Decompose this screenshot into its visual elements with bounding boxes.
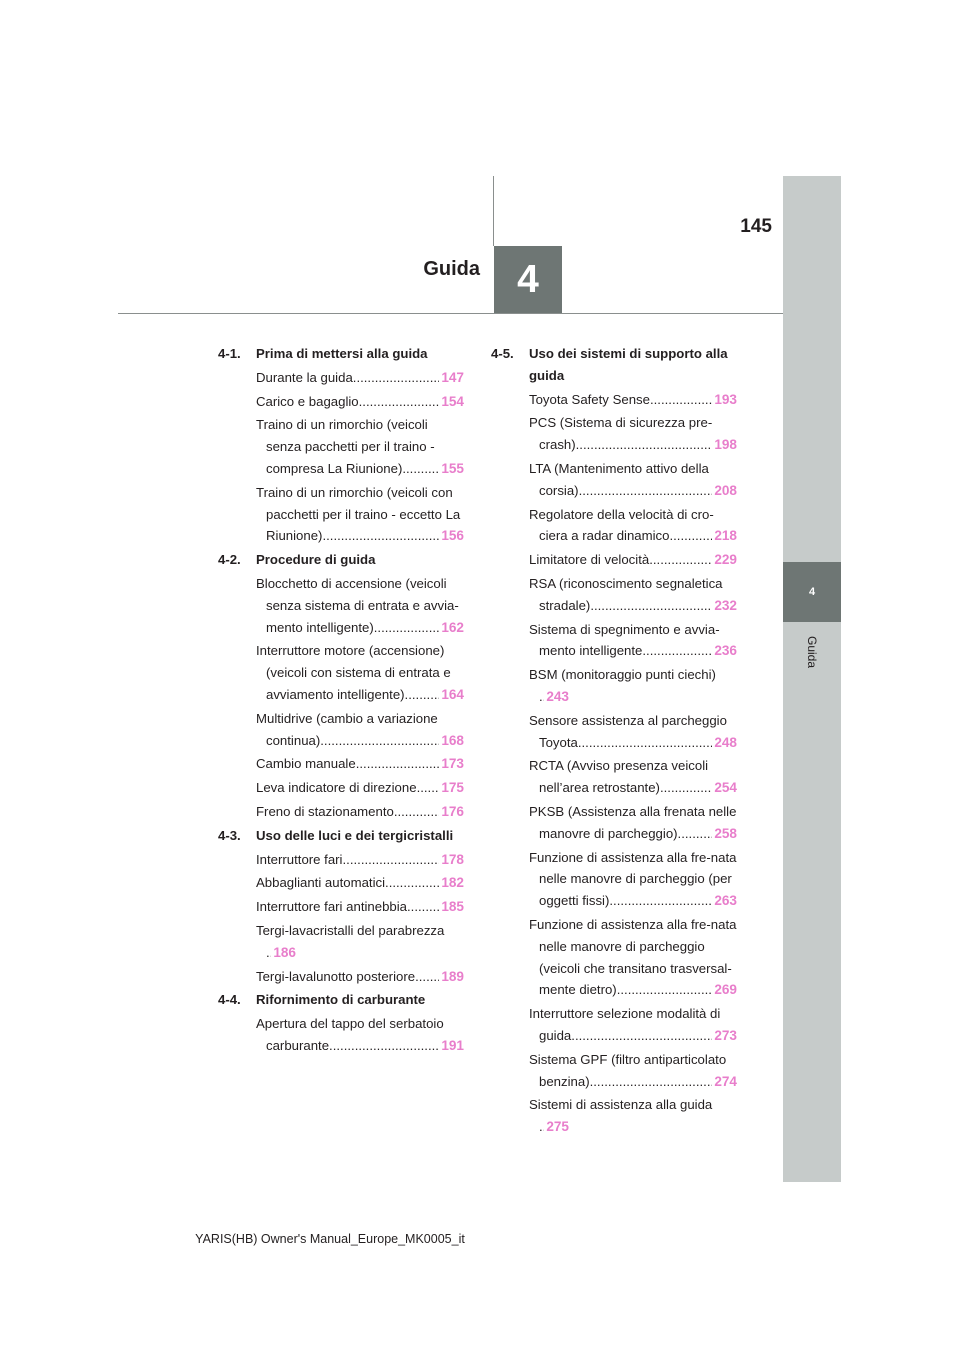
dot-leader [578,732,712,754]
toc-page-link[interactable]: 173 [441,756,464,772]
toc-page-link[interactable]: 275 [546,1119,569,1135]
toc-page-link[interactable]: 156 [441,528,464,544]
dot-leader [402,458,439,480]
toc-page-link[interactable]: 186 [273,944,296,960]
toc-entry[interactable] [529,458,739,502]
toc-entry[interactable] [256,966,466,988]
toc-entry-text[interactable]: Apertura del tappo del serbatoio carburante [256,1016,444,1053]
dot-leader [394,801,440,823]
dot-leader [590,595,712,617]
toc-entry[interactable] [529,1094,739,1138]
toc-entry[interactable] [256,414,466,479]
toc-entry-text[interactable]: Cambio manuale [256,756,356,772]
dot-leader [329,1035,439,1057]
toc-entry[interactable] [529,504,739,548]
toc-section-title: Uso delle luci e dei tergicristalli [256,827,454,843]
dot-leader [322,525,439,547]
dot-leader [650,389,712,411]
toc-entry-leader [579,480,737,502]
toc-entry-text[interactable]: Tergi-lavacristalli del parabrezza [256,922,445,938]
toc-entry-leader [266,942,296,964]
toc-page-link[interactable]: 269 [714,982,737,998]
toc-page-link[interactable]: 164 [441,686,464,702]
toc-entry-leader [539,686,569,708]
toc-section [218,343,466,365]
toc-entry-leader [329,1035,464,1057]
toc-entry[interactable] [256,708,466,752]
toc-page-link[interactable]: 229 [714,552,737,568]
toc-page-link[interactable]: 232 [714,597,737,613]
toc-page-link[interactable]: 178 [441,851,464,867]
toc-entry-leader [320,730,464,752]
toc-page-link[interactable]: 274 [714,1073,737,1089]
toc-entry[interactable] [529,664,739,708]
toc-entry[interactable] [256,920,466,964]
toc-entry[interactable] [256,391,466,413]
toc-entry[interactable] [529,710,739,754]
toc-entry-text[interactable]: Tergi-lavalunotto posteriore [256,968,416,984]
chapter-title: Guida [423,258,480,280]
toc-entry-text[interactable]: Regolatore della velocità di cro-ciera a radar dinamico [529,506,714,544]
toc-entry-text[interactable]: Interruttore fari antinebbia [256,899,408,915]
dot-leader [678,823,713,845]
toc-entry-leader [571,1025,737,1047]
toc-page-link[interactable]: 208 [714,482,737,498]
toc-entry[interactable] [256,777,466,799]
toc-entry[interactable] [529,412,739,456]
toc-entry-leader [405,684,464,706]
toc-page-link[interactable]: 243 [546,688,569,704]
toc-entry-leader [322,525,464,547]
toc-page-link[interactable]: 273 [714,1027,737,1043]
toc-entry[interactable] [256,1013,466,1057]
toc-entry-text[interactable]: Durante la guida [256,369,353,385]
toc-section [218,825,466,847]
toc-entry[interactable] [256,573,466,638]
toc-entry[interactable] [529,549,739,571]
toc-section-number: 4-5. [491,346,514,361]
toc-entry-leader [578,732,737,754]
chapter-number-block: 4 [494,246,562,314]
toc-entry[interactable] [256,367,466,389]
dot-leader [590,1071,713,1093]
dot-leader [353,367,440,389]
toc-page-link[interactable]: 154 [441,393,464,409]
toc-entry-leader [678,823,737,845]
toc-entry[interactable] [256,872,466,894]
toc-entry-text[interactable]: PKSB (Assistenza alla frenata nelle manovre di parcheggio) [529,803,737,841]
toc-entry-text[interactable]: Toyota Safety Sense [529,391,650,407]
toc-entry-text[interactable]: PCS (Sistema di sicurezza pre-crash) [529,415,713,453]
toc-page-link[interactable]: 175 [441,780,464,796]
toc-entry-leader [609,890,737,912]
toc-entry[interactable] [256,753,466,775]
toc-entry-leader [617,979,737,1001]
toc-entry-text[interactable]: Limitatore di velocità [529,552,650,568]
toc-entry-leader [356,753,464,775]
dot-leader [356,753,440,775]
toc-entry-leader [385,872,464,894]
toc-entry-text[interactable]: Sistema GPF (filtro antiparticolato benzina) [529,1051,727,1089]
toc-entry-leader [590,1071,737,1093]
toc-entry[interactable] [529,801,739,845]
toc-entry[interactable] [529,573,739,617]
toc-entry-leader [660,777,737,799]
toc-section-number: 4-1. [218,346,241,361]
toc-section-title: Rifornimento di carburante [256,992,426,1008]
toc-entry-text[interactable]: BSM (monitoraggio punti ciechi) [529,667,716,683]
toc-page-link[interactable]: 263 [714,893,737,909]
toc-entry-leader [590,595,737,617]
toc-entry-leader [402,458,464,480]
toc-entry-text[interactable]: Sistema di spegnimento e avvia-mento intelligente [529,621,720,659]
toc-entry-leader [407,896,464,918]
toc-entry[interactable] [256,849,466,871]
toc-entry-leader [649,549,737,571]
toc-entry-text[interactable]: Funzione di assistenza alla fre-nata nelle manovre di parcheggio (veicoli che transitano trasversal-mente dietro) [529,916,737,998]
toc-entry[interactable] [256,801,466,823]
toc-page-link[interactable]: 191 [441,1037,464,1053]
toc-page-link[interactable]: 248 [714,734,737,750]
dot-leader [417,777,440,799]
toc-entry-text[interactable]: Abbaglianti automatici [256,875,386,891]
toc-page-link[interactable]: 218 [714,528,737,544]
toc-entry-leader [576,434,737,456]
dot-leader [385,872,439,894]
toc-section-number: 4-4. [218,992,241,1008]
dot-leader [320,730,439,752]
toc-entry-text[interactable]: Interruttore motore (accensione) (veicoli con sistema di entrata e avviamento intelligente) [256,643,451,702]
toc-page-link[interactable]: 193 [714,391,737,407]
footer-document-id: YARIS(HB) Owner's Manual_Europe_MK0005_it [195,1232,465,1246]
toc-entry-leader [539,1116,569,1138]
toc-column-right [491,343,739,1140]
toc-entry[interactable] [529,847,739,912]
dot-leader [576,434,713,456]
toc-section-title: Procedure di guida [256,552,376,568]
toc-section-number: 4-2. [218,552,241,568]
toc-entry-leader [415,966,464,988]
toc-entry[interactable] [529,914,739,1001]
toc-entry-text[interactable]: Sistemi di assistenza alla guida [529,1097,713,1113]
toc-entry-leader [417,777,464,799]
toc-page-link[interactable]: 147 [441,369,464,385]
toc-entry-text[interactable]: Blocchetto di accensione (veicoli senza sistema di entrata e avvia-mento intelligente) [256,575,459,635]
toc-entry-text[interactable]: RSA (riconoscimento segnaletica stradale) [529,575,723,613]
toc-entry-text[interactable]: Leva indicatore di direzione [256,780,417,796]
toc-entry[interactable] [529,755,739,799]
dot-leader [642,640,712,662]
toc-page-link[interactable]: 168 [441,732,464,748]
toc-entry-text[interactable]: Traino di un rimorchio (veicoli senza pacchetti per il traino - compresa La Riunione) [256,417,435,476]
toc-entry-leader [343,849,465,871]
toc-entry[interactable] [256,896,466,918]
toc-entry-leader [359,391,464,413]
dot-leader [669,525,712,547]
dot-leader [407,896,439,918]
toc-section-title: Prima di mettersi alla guida [256,346,428,361]
dot-leader [374,617,440,639]
dot-leader [660,777,712,799]
dot-leader [359,391,440,413]
toc-section [491,343,739,387]
toc-page-link[interactable]: 185 [441,899,464,915]
toc-page-link[interactable]: 176 [441,803,464,819]
toc-entry-leader [394,801,464,823]
toc-page-link[interactable]: 258 [714,825,737,841]
toc-page-link[interactable]: 254 [714,780,737,796]
dot-leader [579,480,713,502]
toc-page-link[interactable]: 236 [714,643,737,659]
dot-leader [405,684,440,706]
toc-entry[interactable] [256,640,466,705]
toc-entry[interactable] [529,1049,739,1093]
toc-entry-text[interactable]: Multidrive (cambio a variazione continua) [256,710,438,748]
dot-leader [343,849,440,871]
toc-column-left [218,343,466,1059]
toc-entry-text[interactable]: RCTA (Avviso presenza veicoli nell’area retrostante) [529,758,709,796]
toc-entry-text[interactable]: Funzione di assistenza alla fre-nata nelle manovre di parcheggio (per oggetti fissi) [529,849,737,909]
toc-entry-text[interactable]: Traino di un rimorchio (veicoli con pacchetti per il traino - eccetto La Riunione) [256,484,461,544]
side-tab-chapter-number[interactable]: 4 [783,562,841,622]
toc-page-link[interactable]: 162 [441,619,464,635]
toc-entry-leader [669,525,737,547]
toc-page-link[interactable]: 189 [441,968,464,984]
toc-entry-text[interactable]: Interruttore fari [256,851,343,867]
toc-entry[interactable] [529,619,739,663]
toc-entry-leader [650,389,737,411]
toc-section-number: 4-3. [218,827,241,843]
toc-entry-text[interactable]: Carico e bagaglio [256,393,359,409]
dot-leader [609,890,712,912]
dot-leader [617,979,713,1001]
toc-section [218,989,466,1011]
toc-entry[interactable] [529,389,739,411]
toc-section-title: Uso dei sistemi di supporto alla guida [529,346,728,383]
dot-leader [649,549,712,571]
dot-leader [415,966,439,988]
dot-leader [571,1025,712,1047]
page-number: 145 [740,216,772,237]
toc-entry[interactable] [529,1003,739,1047]
toc-entry-text[interactable]: Interruttore selezione modalità di guida [529,1006,721,1043]
toc-entry-leader [642,640,737,662]
header-divider-horizontal [118,313,783,314]
toc-entry[interactable] [256,482,466,547]
toc-page-link[interactable]: 155 [441,460,464,476]
side-tab-label: Guida [805,635,819,669]
toc-entry-leader [374,617,464,639]
toc-entry-text[interactable]: LTA (Mantenimento attivo della corsia) [529,460,709,498]
toc-page-link[interactable]: 182 [441,875,464,891]
toc-section [218,549,466,571]
toc-page-link[interactable]: 198 [714,437,737,453]
toc-entry-leader [353,367,464,389]
toc-entry-text[interactable]: Freno di stazionamento [256,803,394,819]
header-divider-vertical [493,176,494,246]
toc-entry-text[interactable]: Sensore assistenza al parcheggio Toyota [529,712,727,750]
